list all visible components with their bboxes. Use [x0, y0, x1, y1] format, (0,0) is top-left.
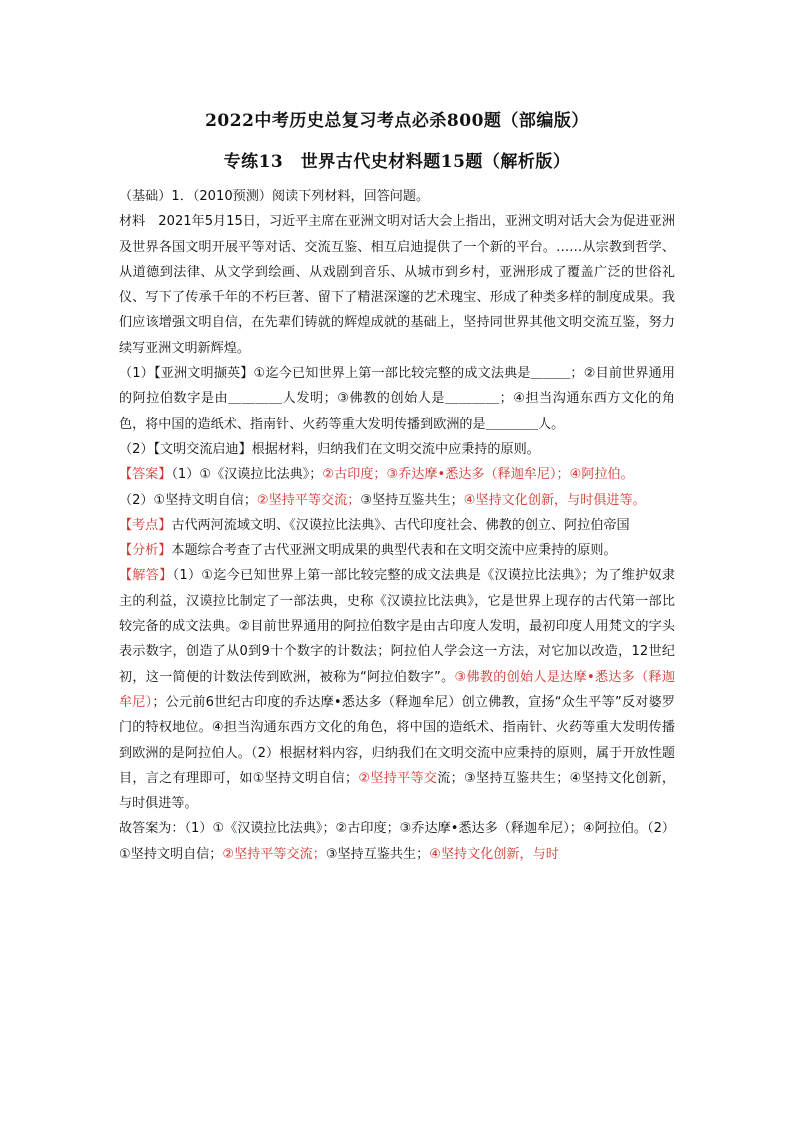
answer-2-d: ④坚持文化创新，与时俱进等。 — [463, 492, 646, 508]
final-answer-b: ②坚持平等交流； — [222, 846, 326, 862]
question-intro: （基础）1．（2010预测）阅读下列材料，回答问题。 — [119, 189, 430, 204]
answer-2-b: ②坚持平等交流； — [256, 492, 361, 508]
jieda-text-1: （1）①迄今已知世界上第一部比较完整的成文法典是《汉谟拉比法典》；为了维护奴隶主的利益，汉谟拉比制定了一部法典，史称《汉谟拉比法典》，它是世界上现存的古代第一部比较完备的成文法典。②目前世界通用的阿拉伯数字是由古印度人发明，最初印度人用梵文的字头表示数字，创造了从0到9十个数字的计数法；阿拉伯人学会这一方法，对它加以改造，12世纪初，这一简便的计数法传到欧洲，被称为“阿拉伯数字”。 — [119, 568, 676, 685]
document-subtitle: 专练13 世界古代史材料题15题（解析版） — [223, 152, 571, 172]
question-part-1: （1）【亚洲文明撷英】①迄今已知世界上第一部比较完整的成文法典是＿＿＿；②目前世界通用的阿拉伯数字是由＿＿＿＿人发明；③佛教的创始人是＿＿＿＿；④担当沟通东西方文化的角色，将中国的造纸术、指南针、火药等重大发明传播到欧洲的是＿＿＿＿人。 — [119, 366, 675, 432]
jieda-label: 【解答】 — [119, 568, 173, 584]
final-answer-text: 故答案为：（1）①《汉谟拉比法典》；②古印度；③乔达摩•悉达多（释迦牟尼）；④阿拉伯。（2）①坚持文明自信； — [119, 821, 675, 862]
answer-label: 【答案】 — [119, 467, 172, 483]
kaodian-text: 古代两河流域文明、《汉谟拉比法典》、古代印度社会、佛教的创立、阿拉伯帝国 — [171, 517, 630, 533]
jieda-paragraph — [119, 563, 675, 816]
final-answer-paragraph — [119, 816, 675, 867]
answer-1-rest: ②古印度；③乔达摩•悉达多（释迦牟尼）；④阿拉伯。 — [322, 467, 634, 483]
answer-2-head: （2）①坚持文明自信； — [119, 492, 257, 508]
answer-2-c: ③坚持互鉴共生； — [360, 492, 464, 508]
kaodian-label: 【考点】 — [119, 517, 172, 533]
document-title: 2022中考历史总复习考点必杀800题（部编版） — [205, 111, 589, 131]
kaodian-paragraph — [119, 513, 675, 538]
final-answer-d: ④坚持文化创新，与时 — [429, 846, 559, 862]
jieda-text-red: ③佛教的创始人是达摩•悉达多（释迦牟尼） — [119, 669, 675, 710]
jieda-text-red-2: ②坚持平等交 — [358, 770, 438, 786]
jieda-text-end: ；③坚持互鉴共生；④坚持文化创新，与时俱进等。 — [119, 770, 675, 812]
question-part-2: （2）【文明交流启迪】根据材料，归纳我们在文明交流中应秉持的原则。 — [119, 441, 540, 457]
answer-paragraph-1 — [119, 462, 675, 487]
fenxi-label: 【分析】 — [119, 543, 172, 559]
final-answer-c: ③坚持互鉴共生； — [325, 846, 430, 862]
document-body — [119, 184, 675, 867]
answer-paragraph-2 — [119, 488, 675, 513]
fenxi-text: 本题综合考查了古代亚洲文明成果的典型代表和在文明交流中应秉持的原则。 — [171, 543, 617, 559]
jieda-text-red-2b: 流 — [437, 770, 451, 786]
jieda-text-2: ；公元前6世纪古印度的乔达摩•悉达多（释迦牟尼）创立佛教，宣扬“众生平等”反对婆罗门的特权地位。④担当沟通东西方文化的角色，将中国的造纸术、指南针、火药等重大发明传播到欧洲的是阿拉伯人。（2）根据材料内容，归纳我们在文明交流中应秉持的原则，属于开放性题目，言之有理即可，如①坚持文明自信； — [119, 694, 675, 786]
question-material: 材料 2021年5月15日，习近平主席在亚洲文明对话大会上指出，亚洲文明对话大会为促进亚洲及世界各国文明开展平等对话、交流互鉴、相互启迪提供了一个新的平台。……从宗教到哲学、从道德到法律、从文学到绘画、从戏剧到音乐、从城市到乡村，亚洲形成了覆盖广泛的世俗礼仪、写下了传承千年的不朽巨著、留下了精湛深邃的艺术瑰宝、形成了种类多样的制度成果。我们应该增强文明自信，在先辈们铸就的辉煌成就的基础上，坚持同世界其他文明交流互鉴，努力续写亚洲文明新辉煌。 — [119, 214, 675, 356]
fenxi-paragraph — [119, 538, 675, 563]
answer-1-head: （1）①《汉谟拉比法典》； — [171, 467, 323, 483]
